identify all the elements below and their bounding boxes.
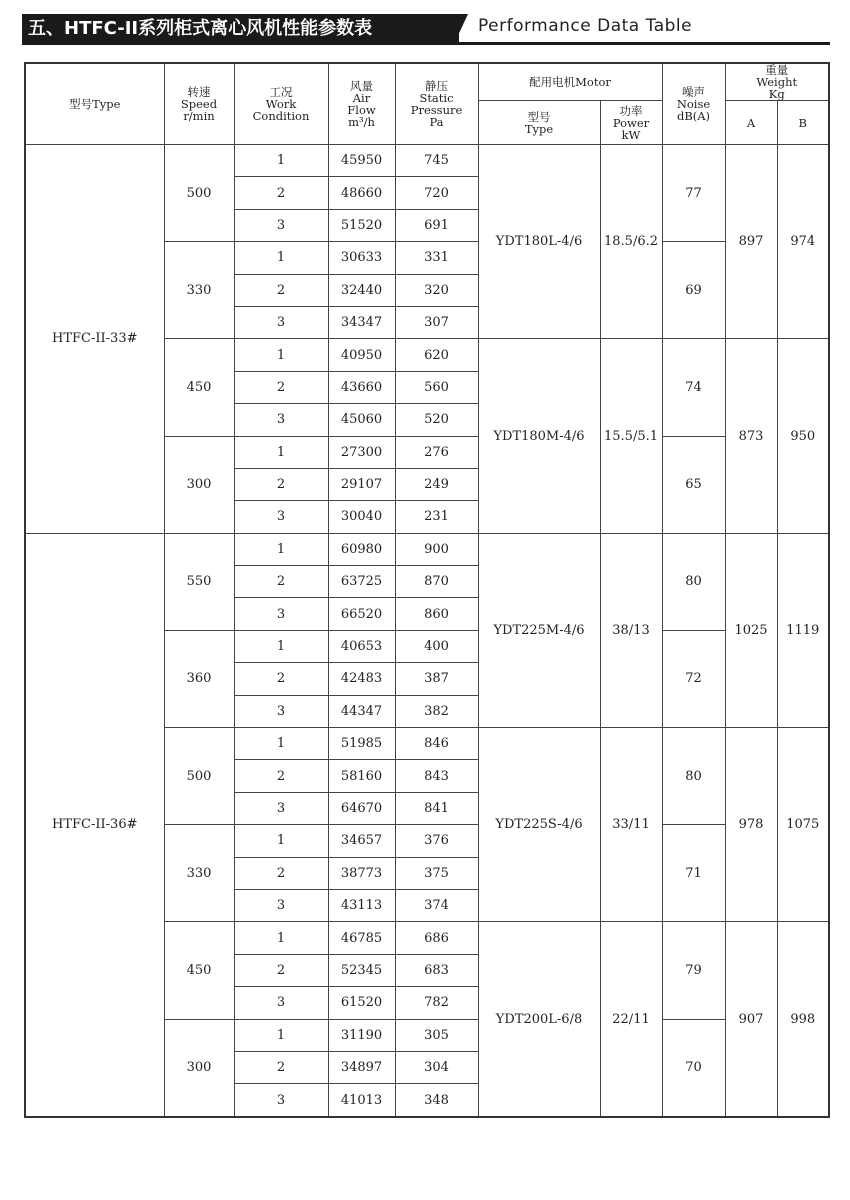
airflow-cell: 40950 [328,339,395,371]
speed-cell: 500 [164,728,234,825]
motor-type-cell: YDT225M-4/6 [478,533,600,727]
page-header [22,14,830,46]
noise-cell: 70 [662,1019,725,1117]
col-header-motor-power-cn: 功率 [619,103,643,118]
pressure-cell: 745 [395,145,478,177]
col-header-noise-cn: 噪声 [682,85,705,99]
col-header-weight-en: Weight [756,75,798,89]
pressure-cell: 376 [395,825,478,857]
condition-cell: 2 [234,468,328,500]
col-header-pressure-en1: Static [419,91,454,105]
col-header-weight-unit: Kg [768,87,785,101]
noise-cell: 65 [662,436,725,533]
col-header-airflow-unit: m³/h [348,115,375,129]
pressure-cell: 374 [395,889,478,921]
col-header-weight [725,63,829,101]
airflow-cell: 34897 [328,1051,395,1083]
motor-type-cell: YDT180M-4/6 [478,339,600,533]
pressure-cell: 307 [395,306,478,338]
weight-b-cell: 950 [777,339,829,533]
pressure-cell: 691 [395,209,478,241]
noise-cell: 77 [662,145,725,242]
condition-cell: 2 [234,177,328,209]
pressure-cell: 304 [395,1051,478,1083]
airflow-cell: 27300 [328,436,395,468]
col-header-type [25,63,164,145]
airflow-cell: 30040 [328,501,395,533]
col-header-airflow-en2: Flow [347,103,376,117]
pressure-cell: 560 [395,371,478,403]
col-header-weight-b: B [777,101,829,145]
col-header-noise-en: Noise [676,97,711,111]
col-header-condition-en1: Work [265,97,297,111]
weight-b-cell: 974 [777,145,829,339]
speed-cell: 330 [164,242,234,339]
col-header-motor-power [600,101,662,145]
condition-cell: 3 [234,889,328,921]
condition-cell: 3 [234,404,328,436]
col-header-weight-a: A [725,101,777,145]
airflow-cell: 44347 [328,695,395,727]
speed-cell: 550 [164,533,234,630]
pressure-cell: 841 [395,792,478,824]
col-header-speed [164,63,234,145]
table-row [25,533,829,565]
airflow-cell: 51985 [328,728,395,760]
col-header-weight-cn: 重量 [765,63,789,77]
col-header-condition-cn: 工况 [269,85,293,99]
condition-cell: 3 [234,209,328,241]
pressure-cell: 348 [395,1084,478,1117]
pressure-cell: 620 [395,339,478,371]
col-header-condition [234,63,328,145]
col-header-pressure-en2: Pressure [410,103,463,117]
performance-table [24,62,830,1118]
condition-cell: 2 [234,857,328,889]
pressure-cell: 276 [395,436,478,468]
col-header-motor-type-en: Type [524,121,554,136]
col-header-type-label: 型号Type [69,97,121,111]
col-header-motor-type-cn: 型号 [527,109,551,124]
weight-b-cell: 1119 [777,533,829,727]
condition-cell: 2 [234,566,328,598]
col-header-speed-cn: 转速 [187,85,211,99]
weight-a-cell: 907 [725,922,777,1117]
airflow-cell: 51520 [328,209,395,241]
motor-power-cell: 38/13 [600,533,662,727]
airflow-cell: 52345 [328,954,395,986]
pressure-cell: 320 [395,274,478,306]
motor-type-cell: YDT225S-4/6 [478,728,600,922]
condition-cell: 1 [234,242,328,274]
col-header-airflow-cn: 风量 [350,79,373,93]
condition-cell: 3 [234,695,328,727]
condition-cell: 2 [234,274,328,306]
speed-cell: 300 [164,436,234,533]
airflow-cell: 45950 [328,145,395,177]
condition-cell: 1 [234,825,328,857]
table-body [25,145,829,1117]
noise-cell: 80 [662,728,725,825]
condition-cell: 3 [234,598,328,630]
condition-cell: 1 [234,145,328,177]
pressure-cell: 870 [395,566,478,598]
condition-cell: 3 [234,306,328,338]
pressure-cell: 231 [395,501,478,533]
pressure-cell: 375 [395,857,478,889]
pressure-cell: 387 [395,663,478,695]
pressure-cell: 843 [395,760,478,792]
airflow-cell: 30633 [328,242,395,274]
airflow-cell: 58160 [328,760,395,792]
condition-cell: 2 [234,954,328,986]
col-header-pressure-cn: 静压 [425,79,448,93]
airflow-cell: 61520 [328,987,395,1019]
condition-cell: 1 [234,922,328,954]
speed-cell: 300 [164,1019,234,1117]
col-header-airflow-en1: Air [352,91,371,105]
airflow-cell: 42483 [328,663,395,695]
weight-a-cell: 897 [725,145,777,339]
motor-power-cell: 15.5/5.1 [600,339,662,533]
airflow-cell: 34657 [328,825,395,857]
airflow-cell: 45060 [328,404,395,436]
condition-cell: 2 [234,371,328,403]
condition-cell: 1 [234,339,328,371]
pressure-cell: 683 [395,954,478,986]
condition-cell: 3 [234,792,328,824]
weight-a-cell: 873 [725,339,777,533]
weight-b-cell: 998 [777,922,829,1117]
noise-cell: 69 [662,242,725,339]
condition-cell: 1 [234,1019,328,1051]
airflow-cell: 46785 [328,922,395,954]
col-header-speed-en: Speed [180,97,218,111]
noise-cell: 71 [662,825,725,922]
col-header-pressure [395,63,478,145]
condition-cell: 3 [234,501,328,533]
motor-power-cell: 33/11 [600,728,662,922]
title-slant-decoration [454,14,468,44]
airflow-cell: 63725 [328,566,395,598]
noise-cell: 74 [662,339,725,436]
airflow-cell: 43660 [328,371,395,403]
motor-type-cell: YDT200L-6/8 [478,922,600,1117]
airflow-cell: 43113 [328,889,395,921]
col-header-noise-unit: dB(A) [676,109,711,123]
condition-cell: 2 [234,663,328,695]
pressure-cell: 382 [395,695,478,727]
airflow-cell: 38773 [328,857,395,889]
model-type-cell: HTFC-II-33# [25,145,164,534]
condition-cell: 1 [234,728,328,760]
col-header-noise [662,63,725,145]
model-type-cell: HTFC-II-36# [25,533,164,1117]
speed-cell: 500 [164,145,234,242]
motor-type-cell: YDT180L-4/6 [478,145,600,339]
pressure-cell: 249 [395,468,478,500]
pressure-cell: 305 [395,1019,478,1051]
speed-cell: 450 [164,922,234,1019]
col-header-speed-unit: r/min [183,109,215,123]
condition-cell: 3 [234,987,328,1019]
pressure-cell: 720 [395,177,478,209]
airflow-cell: 41013 [328,1084,395,1117]
speed-cell: 450 [164,339,234,436]
col-header-motor-power-en: Power [612,115,650,130]
col-header-motor: 配用电机Motor [478,63,662,101]
col-header-motor-type [478,101,600,145]
airflow-cell: 66520 [328,598,395,630]
condition-cell: 3 [234,1084,328,1117]
pressure-cell: 860 [395,598,478,630]
condition-cell: 1 [234,436,328,468]
page-subtitle: Performance Data Table [478,16,693,36]
pressure-cell: 900 [395,533,478,565]
airflow-cell: 29107 [328,468,395,500]
pressure-cell: 400 [395,630,478,662]
condition-cell: 1 [234,533,328,565]
condition-cell: 2 [234,760,328,792]
pressure-cell: 846 [395,728,478,760]
airflow-cell: 48660 [328,177,395,209]
airflow-cell: 64670 [328,792,395,824]
airflow-cell: 32440 [328,274,395,306]
col-header-condition-en2: Condition [252,109,310,123]
weight-a-cell: 978 [725,728,777,922]
pressure-cell: 331 [395,242,478,274]
condition-cell: 2 [234,1051,328,1083]
header-rule [22,42,830,45]
table-row [25,145,829,177]
pressure-cell: 686 [395,922,478,954]
speed-cell: 360 [164,630,234,727]
motor-power-cell: 22/11 [600,922,662,1117]
airflow-cell: 40653 [328,630,395,662]
speed-cell: 330 [164,825,234,922]
noise-cell: 72 [662,630,725,727]
noise-cell: 80 [662,533,725,630]
pressure-cell: 520 [395,404,478,436]
airflow-cell: 60980 [328,533,395,565]
weight-b-cell: 1075 [777,728,829,922]
noise-cell: 79 [662,922,725,1019]
airflow-cell: 31190 [328,1019,395,1051]
col-header-motor-power-unit: kW [621,127,641,142]
pressure-cell: 782 [395,987,478,1019]
col-header-pressure-unit: Pa [429,115,444,129]
condition-cell: 1 [234,630,328,662]
weight-a-cell: 1025 [725,533,777,727]
col-header-airflow [328,63,395,145]
motor-power-cell: 18.5/6.2 [600,145,662,339]
page-title: 五、HTFC-II系列柜式离心风机性能参数表 [22,14,459,44]
airflow-cell: 34347 [328,306,395,338]
